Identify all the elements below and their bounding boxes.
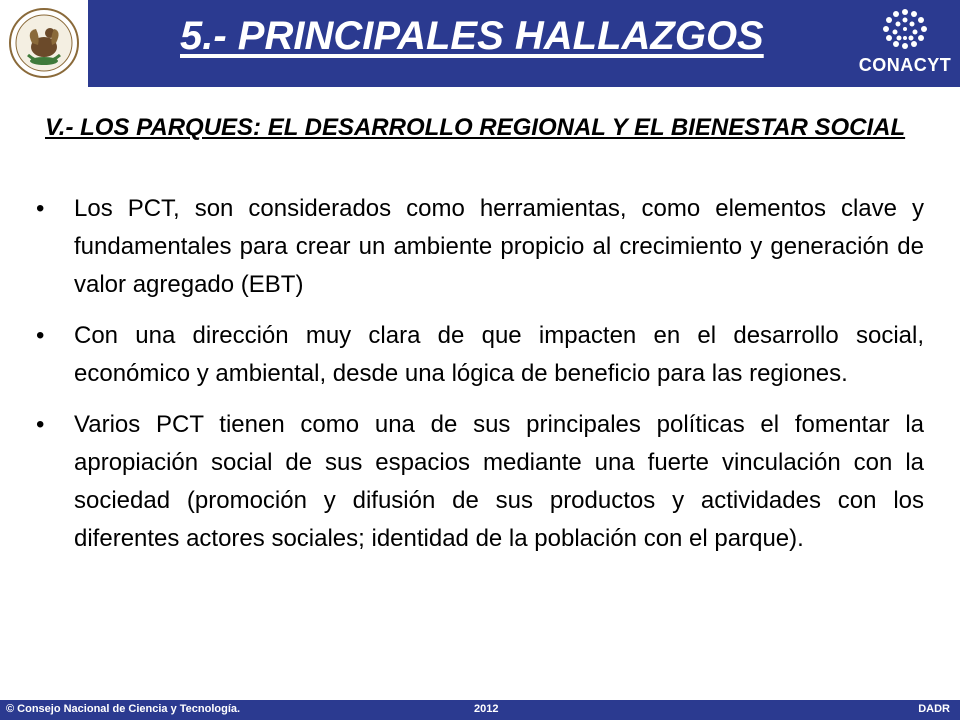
bullet-text: Los PCT, son considerados como herramientas, como elementos clave y fundamentales para crear un ambiente propicio al crecimiento y generación de valor agregado (EBT) [74,195,924,298]
logo-text: CONACYT [858,55,952,75]
footer-year: 2012 [474,703,499,715]
header-bar [0,0,960,87]
seal-container [0,0,88,87]
bullet-text: Varios PCT tienen como una de sus principales políticas el fomentar la apropiación social de sus espacios mediante una fuerte vinculación con la sociedad (promoción y difusión de sus productos y actividades con los diferentes actores sociales; identidad de la población con el parque). [74,411,924,552]
footer-copyright: © Consejo Nacional de Ciencia y Tecnología. [6,703,241,715]
conacyt-logo [850,0,960,87]
bullet-text: Con una dirección muy clara de que impacten en el desarrollo social, económico y ambiental, desde una lógica de beneficio para las regiones. [74,322,924,387]
list-item [36,406,924,558]
page-title: 5.- PRINCIPALES HALLAZGOS [180,14,764,58]
title-bar [88,0,848,87]
bullet-list [36,190,924,571]
bullet-icon: • [36,411,45,438]
footer-code: DADR [918,703,950,715]
footer-bar [0,700,960,720]
list-item [36,190,924,304]
bullet-icon: • [36,322,45,349]
section-subtitle: V.- LOS PARQUES: EL DESARROLLO REGIONAL Y EL BIENESTAR SOCIAL [45,114,906,141]
mexico-coat-of-arms-icon [6,3,82,83]
list-item [36,317,924,393]
conacyt-dots-logo-icon [874,6,936,54]
bullet-icon: • [36,195,45,222]
